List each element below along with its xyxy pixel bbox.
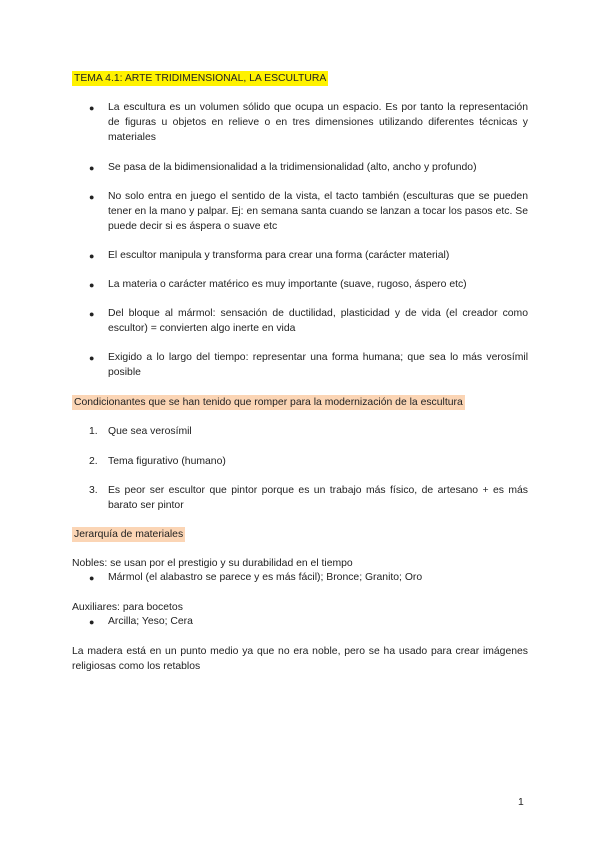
- list-item: La escultura es un volumen sólido que ocupa un espacio. Es por tanto la representación de figuras u objetos en relieve o en tres dimensiones utilizando diferentes técnicas y materiales: [108, 102, 528, 143]
- bullet-icon: ●: [89, 617, 95, 627]
- auxiliares-label: Auxiliares: para bocetos: [72, 602, 183, 613]
- bullet-icon: ●: [89, 280, 95, 290]
- bullet-icon: ●: [89, 103, 95, 113]
- section-heading-condicionantes: Condicionantes que se han tenido que romper para la modernización de la escultura: [74, 397, 463, 408]
- page-number: 1: [518, 797, 524, 808]
- list-item: No solo entra en juego el sentido de la vista, el tacto también (esculturas que se pueden tener en la mano y palpar. Ej: en semana santa cuando se lanzan a tocar los pasos etc. Se puede decir si es áspera o suave etc: [108, 191, 528, 232]
- numbered-item: Es peor ser escultor que pintor porque es un trabajo más físico, de artesano + es más barato ser pintor: [108, 485, 528, 511]
- section-heading-jerarquia: Jerarquía de materiales: [74, 529, 184, 540]
- numbered-item: Tema figurativo (humano): [108, 456, 226, 467]
- bullet-icon: ●: [89, 163, 95, 173]
- list-number: 2.: [89, 456, 98, 467]
- list-item: El escultor manipula y transforma para crear una forma (carácter material): [108, 250, 450, 261]
- list-item: La materia o carácter matérico es muy importante (suave, rugoso, áspero etc): [108, 279, 467, 290]
- list-item: Arcilla; Yeso; Cera: [108, 616, 193, 627]
- bullet-icon: ●: [89, 573, 95, 583]
- document-title: TEMA 4.1: ARTE TRIDIMENSIONAL, LA ESCULTURA: [74, 73, 327, 84]
- list-item: Se pasa de la bidimensionalidad a la tridimensionalidad (alto, ancho y profundo): [108, 162, 477, 173]
- bullet-icon: ●: [89, 192, 95, 202]
- madera-paragraph: La madera está en un punto medio ya que no era noble, pero se ha usado para crear imágenes religiosas como los retablos: [72, 646, 528, 672]
- nobles-label: Nobles: se usan por el prestigio y su durabilidad en el tiempo: [72, 558, 353, 569]
- bullet-icon: ●: [89, 251, 95, 261]
- list-item: Exigido a lo largo del tiempo: representar una forma humana; que sea lo más verosímil posible: [108, 352, 528, 378]
- list-item: Mármol (el alabastro se parece y es más fácil); Bronce; Granito; Oro: [108, 572, 423, 583]
- numbered-item: Que sea verosímil: [108, 426, 192, 437]
- bullet-icon: ●: [89, 353, 95, 363]
- list-number: 3.: [89, 485, 98, 496]
- bullet-icon: ●: [89, 309, 95, 319]
- list-item: Del bloque al mármol: sensación de ductilidad, plasticidad y de vida (el creador como escultor) = convierten algo inerte en vida: [108, 308, 528, 334]
- list-number: 1.: [89, 426, 98, 437]
